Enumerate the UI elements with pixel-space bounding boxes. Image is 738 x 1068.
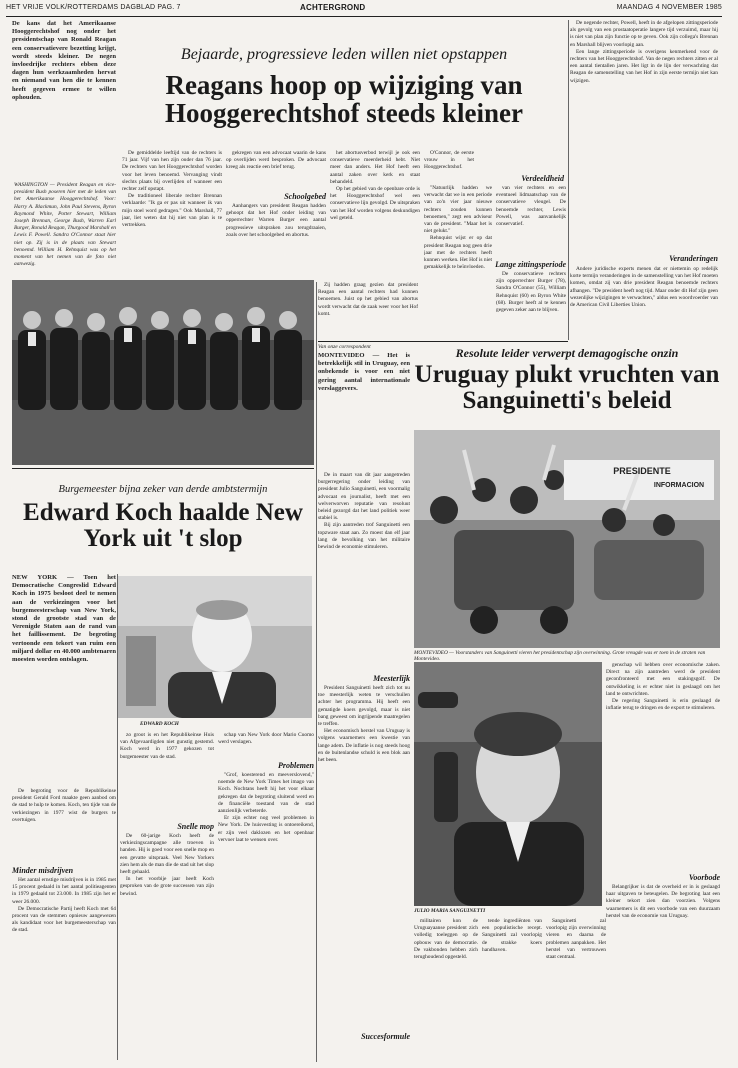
- uruguay-headline: Uruguay plukt vruchten van Sanguinetti's beleid: [414, 361, 720, 414]
- uruguay-kicker: Resolute leider verwerpt demagogische onzin: [455, 346, 679, 360]
- subhead-verdeeldheid: Verdeeldheid: [521, 174, 564, 183]
- subhead-meesterlijk: Meesterlijk: [373, 674, 410, 683]
- uruguay-col-2: President Sanguinetti heeft zich tot nu toe meesterlijk weten te verschuilen achter het programma. Hij heeft een gematigde koers gevolgd, maar is niet bang geweest om ingrijpende maatregelen te treffen. Het economisch herstel van Uruguay is volgens waarnemers een kwestie van lange adem. De inflatie is nog steeds hoog en de buitenlandse schuld is een blok aan het been.: [318, 685, 410, 764]
- uruguay-col-7: Belangrijker is dat de overheid er in is geslaagd haar uitgaven te beteugelen. De begroting laat een kleiner tekort zien dan voorzien. Volgens waarnemers is dit een voorbode van een duurzaam herstel van de economie van Uruguay.: [606, 884, 720, 919]
- subhead-voorbode: Voorbode: [688, 873, 720, 882]
- reagan-photo-caption: WASHINGTON — President Reagan en vice-president Bush poseren hier met de leden van het Amerikaanse Hooggerechtshof. Voor: Harry A. Blackmun, John Paul Stevens, Byron Raymond White, Potter Stewart, William Joseph Brennan, George Bush, Warren Earl Burger, Ronald Reagan, Thurgood Marshall en Lewis F. Powell. Sandra O'Connor staat hier niet op. Zij is in de plaats van Stewart benoemd. William H. Rehnquist was op het moment van het nemen van de foto niet aanwezig.: [14, 182, 116, 268]
- section-rule-uruguay: [318, 341, 568, 342]
- koch-col-1: De begroting voor de Republikeinse president Gerald Ford maakte geen aanbod om de stad te hulp te komen. Koch, ten tijde van de verkiezingen in 1977 wist de burgers te overtuigen.: [12, 788, 116, 823]
- masthead-date: MAANDAG 4 NOVEMBER 1985: [616, 4, 722, 11]
- koch-photo-caption: EDWARD KOCH: [140, 721, 179, 727]
- reagan-col-5-top: van vier rechters en een eventueel lidmaatschap van de conservatieve vleugel. De benoemde rechter, Lewis Powell, was aanvankelijk conservatief.: [496, 185, 566, 228]
- koch-col-3: "Grof, koesterend en meeverslovend," noemde de New York Times het imago van Koch. Nochtans heeft hij het voor elkaar gekregen dat de begroting sluitend werd en de financiële toestand van de stad aanzienlijk verbeterde. Er zijn echter nog veel problemen in New York. De huisvesting is ontoereikend, er zijn veel daklozen en het openbaar vervoer laat te wensen over.: [218, 772, 314, 843]
- reagan-col-2-top: gekregen van een advocaat waarin de kans op overlijden werd besproken. De advocaat kreeg als reactie een brief terug.: [226, 150, 326, 171]
- subhead-schoolgebed: Schoolgebed: [284, 192, 326, 201]
- uruguay-byline: Van onze correspondent: [318, 344, 371, 350]
- koch-kicker: Burgemeester bijna zeker van derde ambtstermijn: [58, 484, 268, 495]
- masthead-left: HET VRIJE VOLK/ROTTERDAMS DAGBLAD PAG. 7: [6, 4, 181, 11]
- koch-headline: Edward Koch haalde New York uit 't slop: [23, 499, 303, 552]
- reagan-col-1: De gemiddelde leeftijd van de rechters is 71 jaar. Vijf van hen zijn ouder dan 76 jaar. De rechters van het Hooggerechtshof worden voor het leven benoemd. Vervanging vindt slechts plaats bij overlijden of wanneer een rechter zelf opstapt. De traditioneel liberale rechter Brennan verklaarde: "Ik ga er pas uit wanneer ik van mijn stoel word gedragen." Ook Marshall, 77 jaar, liet weten dat hij niet van plan is te vertrekken.: [122, 150, 222, 229]
- uruguay-sign-presidente: PRESIDENTE: [613, 466, 671, 476]
- subhead-veranderingen: Veranderingen: [669, 254, 718, 263]
- subhead-lange-zittingsperiode: Lange zittingsperiode: [495, 260, 566, 269]
- koch-col-2b: De 60-jarige Koch heeft de verkiezingscampagne alle troeven in handen. Hij is goed voor een snelle mop en een gevatte uitspraak. Veel New Yorkers zien hem als de man die de stad uit het slop heeft gehaald. In het voorbije jaar heeft Koch gesproken van de grote successen van zijn bewind.: [120, 833, 214, 897]
- reagan-col-right-top: De negende rechter, Powell, heeft in de afgelopen zittingsperiode als gevolg van een prostaatoperatie langere tijd verzuimd, maar hij is niet van plan zijn functie op te geven. Ook zijn collega's Brennan en Marshall blijven voorlopig aan. Een lange zittingsperiode is overigens kenmerkend voor de rechters van het Hooggerechtshof. Van de negen rechters zitten er al een aantal tientallen jaren. Het ligt in de lijn der verwachting dat Reagan de samenstelling van het Hof in zijn eerste termijn niet kan wijzigen.: [570, 20, 718, 84]
- uruguay-col-6: genschap wil hebben over economische zaken. Direct na zijn aantreden werd de president geconfronteerd met een stakingsgolf. De ontwikkeling is er echter niet in geslaagd om het land te ontwrichten. De regering Sanguinetti is erin geslaagd de inflatie terug te dringen en de export te stimuleren.: [606, 662, 720, 712]
- subhead-minder-misdrijven: Minder misdrijven: [12, 866, 74, 875]
- reagan-col-4-top: O'Connor, de eerste vrouw in het Hooggerechtshof.: [424, 150, 474, 171]
- koch-col-3-top: schap van New York door Mario Cuomo werd verslagen.: [218, 732, 314, 746]
- masthead-section: ACHTERGROND: [300, 3, 366, 12]
- reagan-col-4: "Natuurlijk hadden we verwacht dat we in een periode van zo'n vier jaar nieuwe rechters zouden kunnen benoemen," zegt een adviseur van de president. "Maar het is niet gelukt." Rehnquist wijst er op dat president Reagan nog geen drie jaar met de rechters heeft kunnen werken. Het Hof is niet gemakkelijk te beïnvloeden.: [424, 185, 492, 271]
- uruguay-photo-caption: MONTEVIDEO — Voorstanders van Sanguinetti vieren het presidentschap zijn overwinning. Grote vreugde was er toen in de straten van Montevideo.: [414, 650, 706, 663]
- subhead-succesformule: Succesformule: [361, 1032, 410, 1041]
- subhead-problemen: Problemen: [278, 761, 314, 770]
- reagan-kicker: Bejaarde, progressieve leden willen niet opstappen: [180, 46, 508, 63]
- uruguay-col-4: tende ingrediënten van een populistische recept. Sanguinetti zal voorlopig de strakke koers handhaven.: [482, 918, 542, 953]
- reagan-supreme-court-photo: [12, 280, 314, 465]
- subhead-snelle-mop: Snelle mop: [177, 822, 214, 831]
- masthead-rule: [6, 16, 722, 17]
- uruguay-sign-informacion: INFORMACION: [653, 482, 705, 489]
- reagan-headline: Reagans hoop op wijziging van Hooggerechtshof steeds kleiner: [165, 70, 523, 128]
- reagan-col-3: het abortusverbod terwijl je ook een conservatieve meerderheid hebt. Niet meer dan anders. Het Hof heeft een aantal zaken over kerk en staat behandeld. Op het gebied van de openbare orde is het Hooggerechtshof wel een conservatieve lijn gevolgd. De uitspraken van het Hof worden volgens deskundigen wel geteld.: [330, 150, 420, 221]
- column-rule: [316, 282, 317, 1062]
- sanguinetti-caption: JULIO MARIA SANGUINETTI: [414, 908, 486, 914]
- reagan-col-3b: Zij hadden graag gezien dat president Reagan een aantal rechters had kunnen benoemen. Juist op het gebied van abortus wordt verwacht dat de zaak weer voor het Hof komt.: [318, 282, 418, 317]
- uruguay-col-5: Sanguinetti zal voorlopig zijn overwinning vieren en daarna de problemen aanpakken. Het herstel van vertrouwen staat centraal.: [546, 918, 606, 961]
- reagan-col-right-bottom: Andere juridische experts menen dat er niettemin op redelijk korte termijn veranderingen in de samenstelling van het Hof moeten komen, omdat zij van drie president Reagan benoemde rechters afhangen. "De president heeft nog tijd. Maar onder dit Hof zijn geen wezenlijke wijzigingen te verwachten," aldus een woordvoerder van de American Civil Liberties Union.: [570, 266, 718, 309]
- sanguinetti-portrait-photo: [414, 662, 602, 906]
- uruguay-lead: MONTEVIDEO — Het is betrekkelijk stil in Uruguay, een onbekende is voor een niet gering aantal internationale verslaggevers.: [318, 352, 410, 392]
- koch-col-2: zo groot is en het Republikeinse Huis van Afgevaardigden niet gunstig gestemd. Koch werd in 1977 gekozen tot burgemeester van de stad.: [120, 732, 214, 760]
- column-rule: [568, 20, 569, 340]
- koch-col-1b: Het aantal ernstige misdrijven is in 1985 met 15 procent gedaald in het aantal politieagenten in 1979 gedaald tot 23.000. In 1985 zijn het er weer 26.000. De Democratische Partij heeft Koch met 64 procent van de stemmen opnieuw aangewezen als kandidaat voor het burgemeesterschap van de stad.: [12, 877, 116, 934]
- reagan-lead: De kans dat het Amerikaanse Hooggerechtshof nog onder het presidentschap van Ronald Reagan een conservatievere bezetting krijgt, wordt steeds kleiner. De negen invloedrijke rechters ebben deze dagen hun werkzaamheden hervat en niemand van hen die te kennen heeft gegeven ermee te willen ophouden.: [12, 20, 116, 101]
- reagan-col-5: De conservatieve rechters zijn opperrechter Burger (78), Sandra O'Connor (55), William Rehnquist (60) en Byron White (68). Burger heeft al te kennen gegeven zeker aan te blijven.: [496, 271, 566, 314]
- reagan-col-2: Aanhangers van president Reagan hadden gehoopt dat het Hof onder leiding van opperrechter Warren Burger een aantal progressieve uitspraken zou terugdraaien, zoals over het schoolgebed en abortus.: [226, 203, 326, 238]
- uruguay-crowd-photo: [414, 430, 720, 648]
- koch-lead: NEW YORK — Toen het Democratische Congreslid Edward Koch in 1975 besloot deel te nemen aan de verkiezingen voor het burgemeesterschap van New York, stond de grootste stad van de Verenigde Staten aan de rand van het faillissement. De begroting vertoonde een tekort van ruim een miljard dollar en 40.000 ambtenaren moesten worden ontslagen.: [12, 574, 116, 664]
- koch-portrait-photo: [118, 576, 312, 718]
- uruguay-col-3: militairen kon de Uruguayaanse president zich volledig toeleggen op de opbouw van de democratie. De vakbonden hebben zich terughoudend opgesteld.: [414, 918, 478, 961]
- uruguay-col-1: De in maart van dit jaar aangetreden burgerregering onder leiding van president Julio Sanguinetti, een voormalig advocaat en journalist, heeft met een welverworven reputatie van resoluut beleid gezorgd dat het land politiek weer stabiel is. Bij zijn aantreden trof Sanguinetti een topzware staat aan. Zo moest dan elf jaar lang de bevolking van het militaire bewind de economie stimuleren.: [318, 472, 410, 551]
- column-rule: [117, 574, 118, 1060]
- section-rule-koch: [12, 468, 314, 469]
